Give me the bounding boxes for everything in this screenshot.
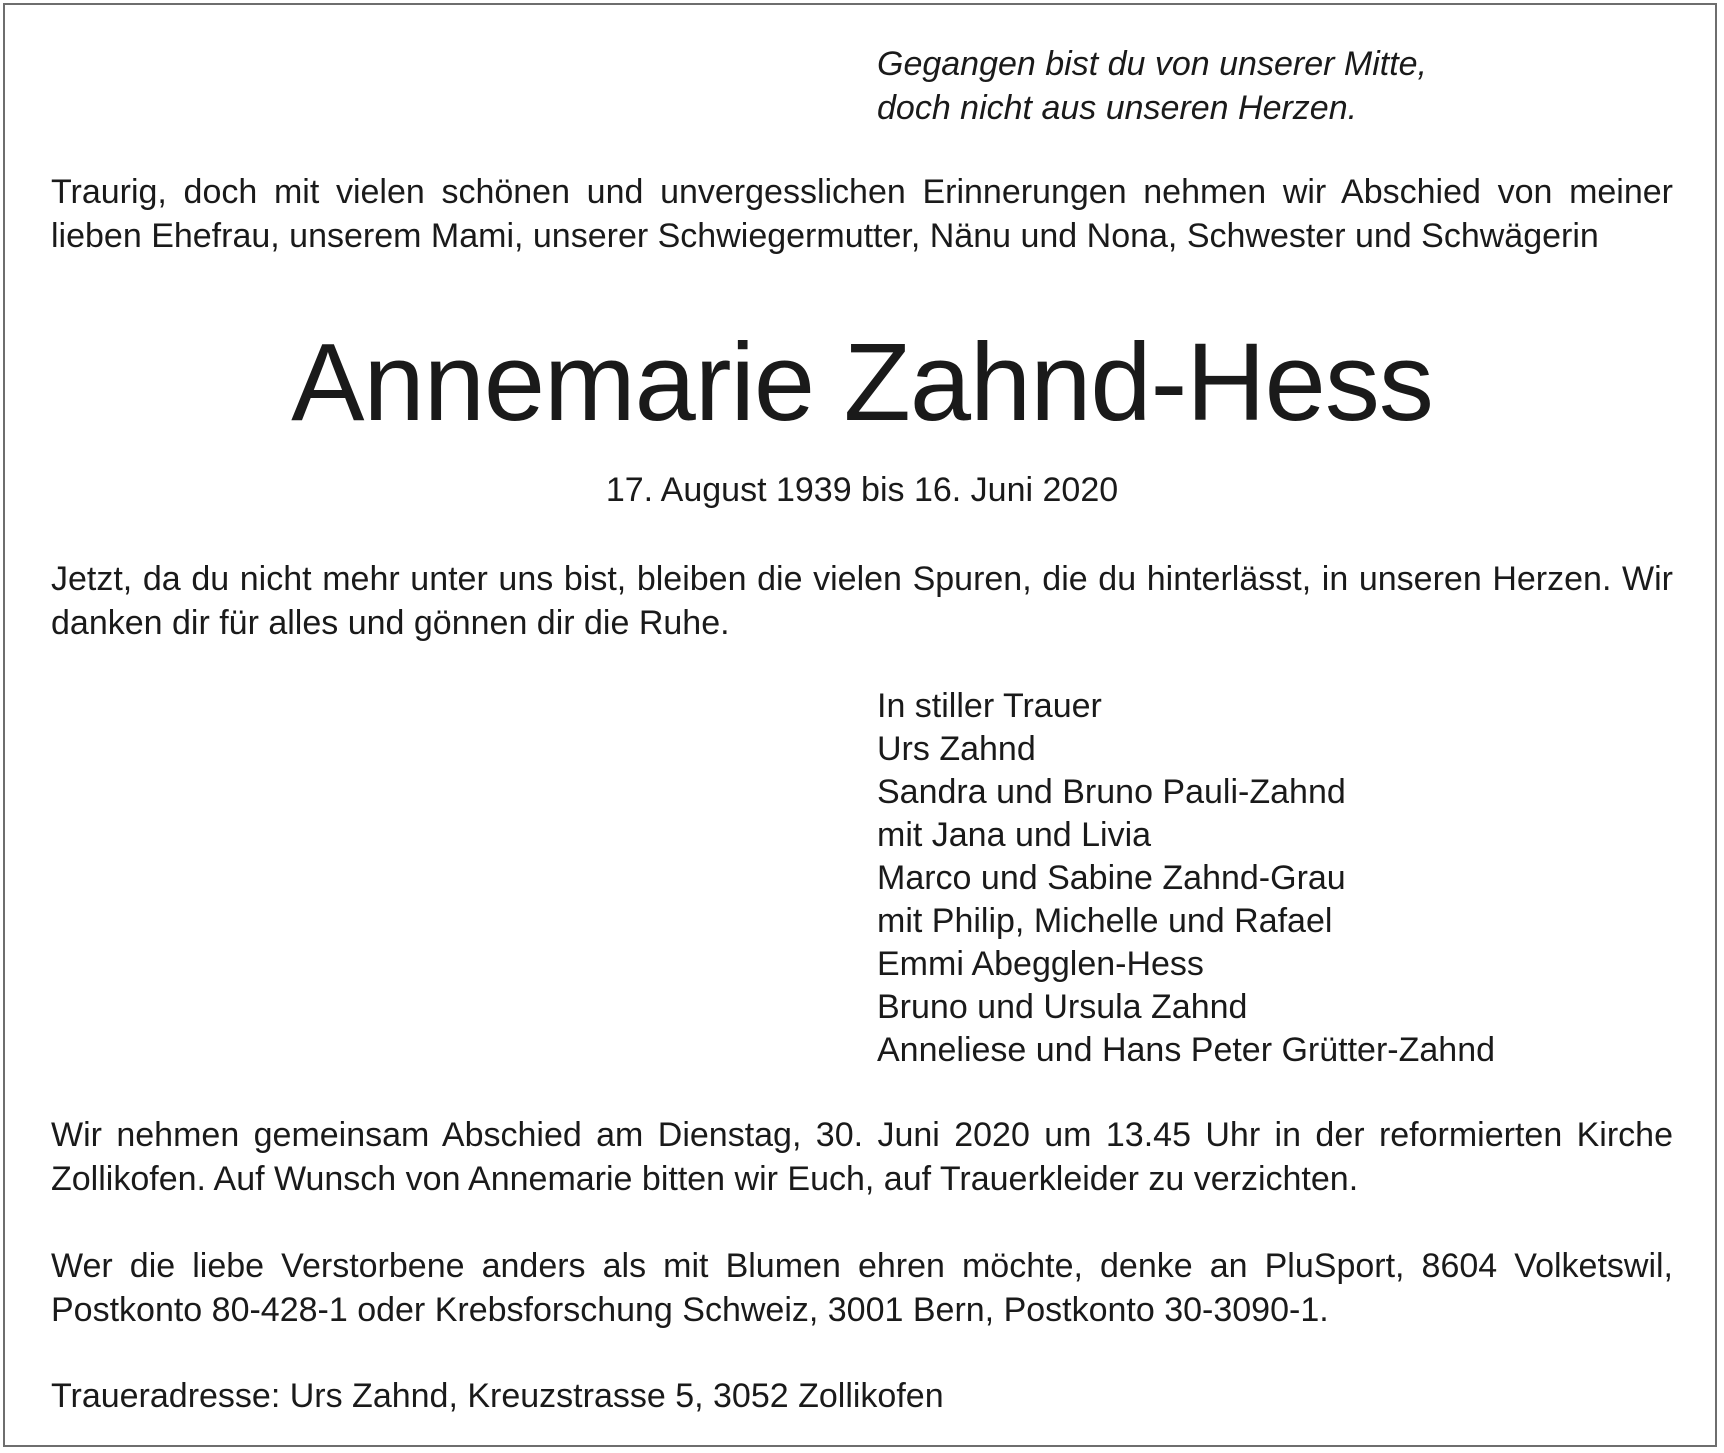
mourning-address: Traueradresse: Urs Zahnd, Kreuzstrasse 5, 3052 Zollikofen bbox=[51, 1377, 944, 1415]
donation-paragraph: Wer die liebe Verstorbene anders als mit Blumen ehren möchte, denke an PluSport, 8604 Volketswil, Postkonto 80-428-1 oder Krebsforschung Schweiz, 3001 Bern, Postkonto 30-3090-1. bbox=[51, 1247, 1673, 1329]
motto-line-2: doch nicht aus unseren Herzen. bbox=[877, 89, 1358, 127]
tribute-paragraph: Jetzt, da du nicht mehr unter uns bist, bleiben die vielen Spuren, die du hinterlässt, in unseren Herzen. Wir danken dir für alles und gönnen dir die Ruhe. bbox=[51, 560, 1673, 642]
mourners-heading: In stiller Trauer bbox=[877, 687, 1102, 725]
mourner-name: mit Philip, Michelle und Rafael bbox=[877, 902, 1333, 940]
intro-paragraph: Traurig, doch mit vielen schönen und unvergesslichen Erinnerungen nehmen wir Abschied von meiner lieben Ehefrau, unserem Mami, unserer Schwiegermutter, Nänu und Nona, Schwester und Schwägerin bbox=[51, 173, 1673, 255]
mourners-list bbox=[877, 685, 1657, 1072]
mourner-name: Bruno und Ursula Zahnd bbox=[877, 988, 1248, 1026]
mourner-name: Anneliese und Hans Peter Grütter-Zahnd bbox=[877, 1031, 1496, 1069]
funeral-paragraph: Wir nehmen gemeinsam Abschied am Dienstag, 30. Juni 2020 um 13.45 Uhr in der reformierten Kirche Zollikofen. Auf Wunsch von Annemarie bitten wir Euch, auf Trauerkleider zu verzichten. bbox=[51, 1116, 1673, 1198]
mourner-name: Sandra und Bruno Pauli-Zahnd bbox=[877, 773, 1346, 811]
mourner-name: Urs Zahnd bbox=[877, 730, 1036, 768]
life-dates: 17. August 1939 bis 16. Juni 2020 bbox=[605, 471, 1119, 509]
mourner-name: Emmi Abegglen-Hess bbox=[877, 945, 1204, 983]
mourner-name: Marco und Sabine Zahnd-Grau bbox=[877, 859, 1346, 897]
mourner-name: mit Jana und Livia bbox=[877, 816, 1152, 854]
deceased-name: Annemarie Zahnd-Hess bbox=[291, 321, 1433, 444]
motto-line-1: Gegangen bist du von unserer Mitte, bbox=[877, 45, 1427, 83]
motto-verse bbox=[877, 42, 1657, 130]
